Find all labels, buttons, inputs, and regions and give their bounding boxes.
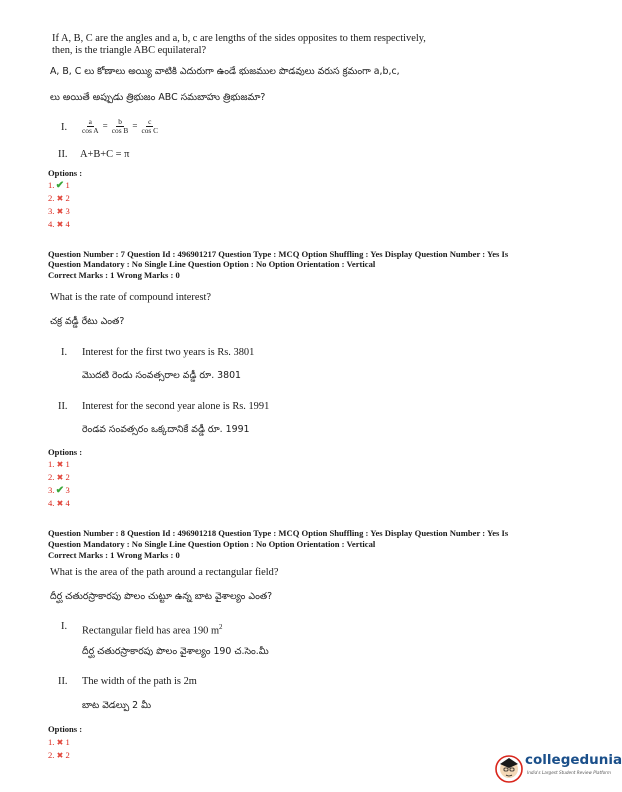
q7-statement-2-number: II.	[58, 401, 68, 412]
q6-stem-en-1: If A, B, C are the angles and a, b, c are lengths of the sides opposites to them respectively,	[52, 33, 426, 44]
q8-statement-2-en: The width of the path is 2m	[82, 676, 197, 687]
option-row[interactable]: 1. ✖ 1	[48, 737, 70, 747]
q7-stem-en: What is the rate of compound interest?	[50, 292, 211, 303]
q8-options-label: Options :	[48, 724, 83, 734]
logo-wordmark: collegedunia	[525, 752, 622, 768]
check-icon: ✔	[55, 485, 65, 496]
q7-options-list	[48, 458, 70, 510]
q8-meta-line-2: Question Mandatory : No Single Line Question Option : No Option Orientation : Vertical	[48, 539, 376, 549]
fraction-c-cosC: $\frac{c}{\text{cos C}}$	[141, 116, 159, 135]
collegedunia-logo	[494, 748, 622, 786]
option-row[interactable]: 3.✔3	[48, 485, 70, 496]
q7-statement-1-number: I.	[61, 347, 68, 358]
q7-statement-2-te: రెండవ సంవత్సరం ఒక్కదానికే వడ్డీ రూ. 1991	[82, 424, 250, 435]
q7-meta-line-2: Question Mandatory : No Single Line Question Option : No Option Orientation : Vertical	[48, 259, 376, 269]
cross-icon: ✖	[56, 207, 64, 216]
q7-statement-1-en: Interest for the first two years is Rs. 3801	[82, 347, 255, 358]
q7-stem-te: చక్ర వడ్డీ రేటు ఎంత?	[50, 316, 125, 327]
q7-meta-line-3: Correct Marks : 1 Wrong Marks : 0	[48, 270, 180, 280]
mascot-icon	[494, 750, 524, 784]
q6-stem-te-1: A, B, C లు కోణాలు అయ్యి వాటికి ఎదురుగా ఉండే భుజముల పొడవులు వరుస క్రమంగా a,b,c,	[50, 66, 400, 77]
q6-statement-1-formula: $\frac{a}{\text{cos A}}$ = $\frac{b}{\text{cos B}}$ = $\frac{c}{\text{cos C}}$	[82, 116, 159, 135]
q6-options-list	[48, 179, 70, 231]
cross-icon: ✖	[56, 473, 64, 482]
cross-icon: ✖	[56, 738, 64, 747]
q8-options-list	[48, 736, 70, 762]
q7-statement-2-en: Interest for the second year alone is Rs. 1991	[82, 401, 270, 412]
q8-stem-en: What is the area of the path around a rectangular field?	[50, 567, 279, 578]
fraction-b-cosB: $\frac{b}{\text{cos B}}$	[111, 116, 129, 135]
q6-stem-en-2: then, is the triangle ABC equilateral?	[52, 45, 207, 56]
cross-icon: ✖	[56, 220, 64, 229]
fraction-a-cosA: $\frac{a}{\text{cos A}}$	[82, 116, 99, 135]
q7-meta-line-1: Question Number : 7 Question Id : 496901217 Question Type : MCQ Option Shuffling : Yes Display Question Number : Yes Is	[48, 249, 509, 259]
option-row[interactable]: 3. ✖ 3	[48, 206, 70, 216]
q6-stem-te-2: లు అయితే అప్పుడు త్రిభుజం ABC సమబాహు త్రిభుజమా?	[50, 92, 266, 103]
q8-statement-1-te: దీర్ఘ చతురస్రాకారపు పొలం వైశాల్యం 190 చ.సెం.మీ	[82, 646, 269, 657]
cross-icon: ✖	[56, 751, 64, 760]
option-row[interactable]: 4. ✖ 4	[48, 219, 70, 229]
option-row[interactable]: 2. ✖ 2	[48, 193, 70, 203]
check-icon: ✔	[55, 180, 65, 191]
cross-icon: ✖	[56, 460, 64, 469]
cross-icon: ✖	[56, 194, 64, 203]
option-row[interactable]: 4. ✖ 4	[48, 498, 70, 508]
q6-statement-2-text: A+B+C = π	[80, 149, 130, 160]
q8-statement-2-te: బాట వెడల్పు 2 మీ	[82, 700, 151, 711]
q6-options-label: Options :	[48, 168, 83, 178]
q8-statement-1-en: Rectangular field has area 190 $m^2$	[82, 623, 223, 637]
q8-stem-te: దీర్ఘ చతురస్రాకారపు పొలం చుట్టూ ఉన్న బాట వైశాల్యం ఎంత?	[50, 591, 273, 602]
option-row[interactable]: 1. ✖ 1	[48, 459, 70, 469]
q7-statement-1-te: మొదటి రెండు సంవత్సరాల వడ్డీ రూ. 3801	[82, 370, 242, 381]
option-row[interactable]: 1.✔1	[48, 180, 70, 191]
q8-statement-2-number: II.	[58, 676, 68, 687]
q6-statement-2-number: II.	[58, 149, 68, 160]
logo-tagline: India's Largest Student Review Platform	[527, 770, 611, 775]
option-row[interactable]: 2. ✖ 2	[48, 750, 70, 760]
cross-icon: ✖	[56, 499, 64, 508]
option-row[interactable]: 2. ✖ 2	[48, 472, 70, 482]
q6-statement-1-number: I.	[61, 122, 68, 133]
q8-meta-line-3: Correct Marks : 1 Wrong Marks : 0	[48, 550, 180, 560]
q7-options-label: Options :	[48, 447, 83, 457]
q8-statement-1-number: I.	[61, 621, 68, 632]
q8-meta-line-1: Question Number : 8 Question Id : 496901218 Question Type : MCQ Option Shuffling : Yes Display Question Number : Yes Is	[48, 528, 509, 538]
